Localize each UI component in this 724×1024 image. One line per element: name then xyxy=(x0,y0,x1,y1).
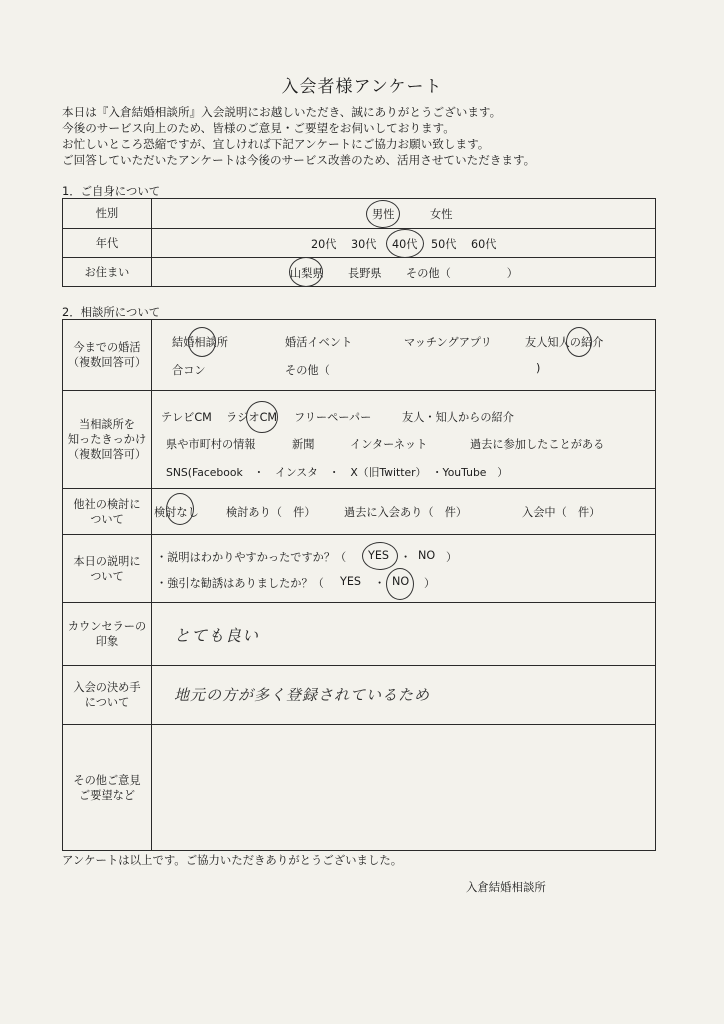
section2-heading: 2．相談所について xyxy=(62,305,161,319)
intro-line: 本日は『入倉結婚相談所』入会説明にお越しいただき、誠にありがとうございます。 xyxy=(62,105,502,119)
trigger-option[interactable]: 新聞 xyxy=(292,438,315,451)
explanation-q2-sep: ・ xyxy=(374,577,386,590)
residence-label: お住まい xyxy=(63,258,152,287)
comments-field[interactable] xyxy=(152,725,656,851)
decision-label-line: について xyxy=(84,696,130,709)
decision-label xyxy=(63,666,152,725)
konkatsu-option[interactable]: 婚活イベント xyxy=(285,336,353,349)
others-option[interactable]: 過去に入会あり（ 件） xyxy=(344,506,468,519)
trigger-label-line: （複数回答可） xyxy=(67,448,147,461)
explanation-q2-yes[interactable]: YES xyxy=(340,575,362,588)
konkatsu-field xyxy=(152,320,656,391)
konkatsu-option[interactable]: 友人知人の紹介 xyxy=(525,336,604,349)
footer-thanks: アンケートは以上です。ご協力いただきありがとうございました。 xyxy=(62,853,403,867)
gender-option-male[interactable]: 男性 xyxy=(372,208,395,221)
comments-row xyxy=(63,725,656,851)
others-option[interactable]: 検討あり（ 件） xyxy=(226,506,316,519)
decision-label-line: 入会の決め手 xyxy=(73,681,141,694)
intro-text xyxy=(62,104,535,168)
counselor-answer: とても良い xyxy=(174,626,260,645)
decision-answer: 地元の方が多く登録されているため xyxy=(174,686,431,704)
section2-table xyxy=(62,319,656,851)
trigger-row xyxy=(63,391,656,489)
konkatsu-label xyxy=(63,320,152,391)
comments-label-line: ご要望など xyxy=(79,788,135,802)
trigger-label xyxy=(63,391,152,489)
explanation-q2: ・強引な勧誘はありましたか？（ xyxy=(156,577,324,590)
comments-label-line: その他ご意見 xyxy=(73,773,141,787)
trigger-option[interactable]: ラジオCM xyxy=(226,411,278,424)
trigger-label-line: 当相談所を xyxy=(79,418,135,431)
others-field xyxy=(152,489,656,535)
explanation-label xyxy=(63,535,152,603)
trigger-option[interactable]: 県や市町村の情報 xyxy=(166,438,256,451)
age-option[interactable]: 60代 xyxy=(471,238,497,251)
explanation-label-line: ついて xyxy=(90,569,124,583)
trigger-option[interactable]: テレビCM xyxy=(161,411,212,424)
explanation-label-line: 本日の説明に xyxy=(73,554,141,568)
age-option[interactable]: 20代 xyxy=(311,238,337,251)
explanation-q1-no[interactable]: NO xyxy=(418,549,436,562)
section1-heading: 1．ご自身について xyxy=(62,184,161,198)
gender-row xyxy=(63,199,656,229)
age-option[interactable]: 30代 xyxy=(351,238,377,251)
others-option[interactable]: 入会中（ 件） xyxy=(522,506,601,519)
intro-line: 今後のサービス向上のため、皆様のご意見・ご要望をお伺いしております。 xyxy=(62,121,455,135)
trigger-sns-options[interactable]: SNS(Facebook ・ インスタ ・ X（旧Twitter） ・YouTube ） xyxy=(166,466,509,479)
konkatsu-option[interactable]: 合コン xyxy=(172,364,206,377)
intro-line: お忙しいところ恐縮ですが、宜しければ下記アンケートにご協力お願い致します。 xyxy=(62,137,490,151)
konkatsu-other-close: ) xyxy=(536,362,541,375)
comments-label xyxy=(63,725,152,851)
residence-row xyxy=(63,258,656,287)
others-label-line: 他社の検討に xyxy=(73,497,141,511)
others-label xyxy=(63,489,152,535)
counselor-label-line: カウンセラーの xyxy=(67,620,147,633)
konkatsu-row xyxy=(63,320,656,391)
explanation-q1: ・説明はわかりやすかったですか？（ xyxy=(156,551,347,564)
residence-option[interactable]: その他（ ） xyxy=(406,267,518,280)
gender-field xyxy=(152,199,656,229)
age-option[interactable]: 50代 xyxy=(431,238,457,251)
gender-option-female[interactable]: 女性 xyxy=(430,208,453,221)
survey-title: 入会者様アンケート xyxy=(281,77,443,97)
gender-label: 性別 xyxy=(63,199,152,229)
counselor-label-line: 印象 xyxy=(95,635,119,648)
trigger-option[interactable]: インターネット xyxy=(350,438,428,451)
explanation-q1-close: ） xyxy=(446,551,458,564)
explanation-field xyxy=(152,535,656,603)
residence-field xyxy=(152,258,656,287)
decision-row xyxy=(63,666,656,725)
age-option[interactable]: 40代 xyxy=(392,238,418,251)
konkatsu-option[interactable]: マッチングアプリ xyxy=(404,336,492,349)
section1-table xyxy=(62,198,656,287)
trigger-option[interactable]: 友人・知人からの紹介 xyxy=(402,411,514,424)
explanation-q1-sep: ・ xyxy=(400,551,412,564)
konkatsu-option[interactable]: 結婚相談所 xyxy=(172,336,228,349)
konkatsu-option-other[interactable]: その他（ xyxy=(285,364,330,377)
residence-option[interactable]: 長野県 xyxy=(348,267,382,280)
explanation-q2-close: ） xyxy=(424,577,436,590)
trigger-option[interactable]: 過去に参加したことがある xyxy=(470,438,605,451)
konkatsu-label-line: （複数回答可） xyxy=(67,356,147,369)
counselor-row xyxy=(63,603,656,666)
age-label: 年代 xyxy=(63,229,152,258)
footer-company: 入倉結婚相談所 xyxy=(466,880,546,894)
age-field xyxy=(152,229,656,258)
trigger-option[interactable]: フリーペーパー xyxy=(294,411,372,424)
trigger-label-line: 知ったきっかけ xyxy=(67,433,147,446)
explanation-row xyxy=(63,535,656,603)
others-row xyxy=(63,489,656,535)
age-row xyxy=(63,229,656,258)
others-label-line: ついて xyxy=(90,512,124,526)
trigger-field xyxy=(152,391,656,489)
residence-option[interactable]: 山梨県 xyxy=(290,267,324,280)
others-option[interactable]: 検討なし xyxy=(154,506,199,519)
counselor-field[interactable] xyxy=(152,603,656,666)
explanation-q2-no[interactable]: NO xyxy=(392,575,410,588)
counselor-label xyxy=(63,603,152,666)
intro-line: ご回答していただいたアンケートは今後のサービス改善のため、活用させていただきます。 xyxy=(62,153,536,167)
explanation-q1-yes[interactable]: YES xyxy=(368,549,390,562)
konkatsu-label-line: 今までの婚活 xyxy=(73,341,141,354)
decision-field[interactable] xyxy=(152,666,656,725)
